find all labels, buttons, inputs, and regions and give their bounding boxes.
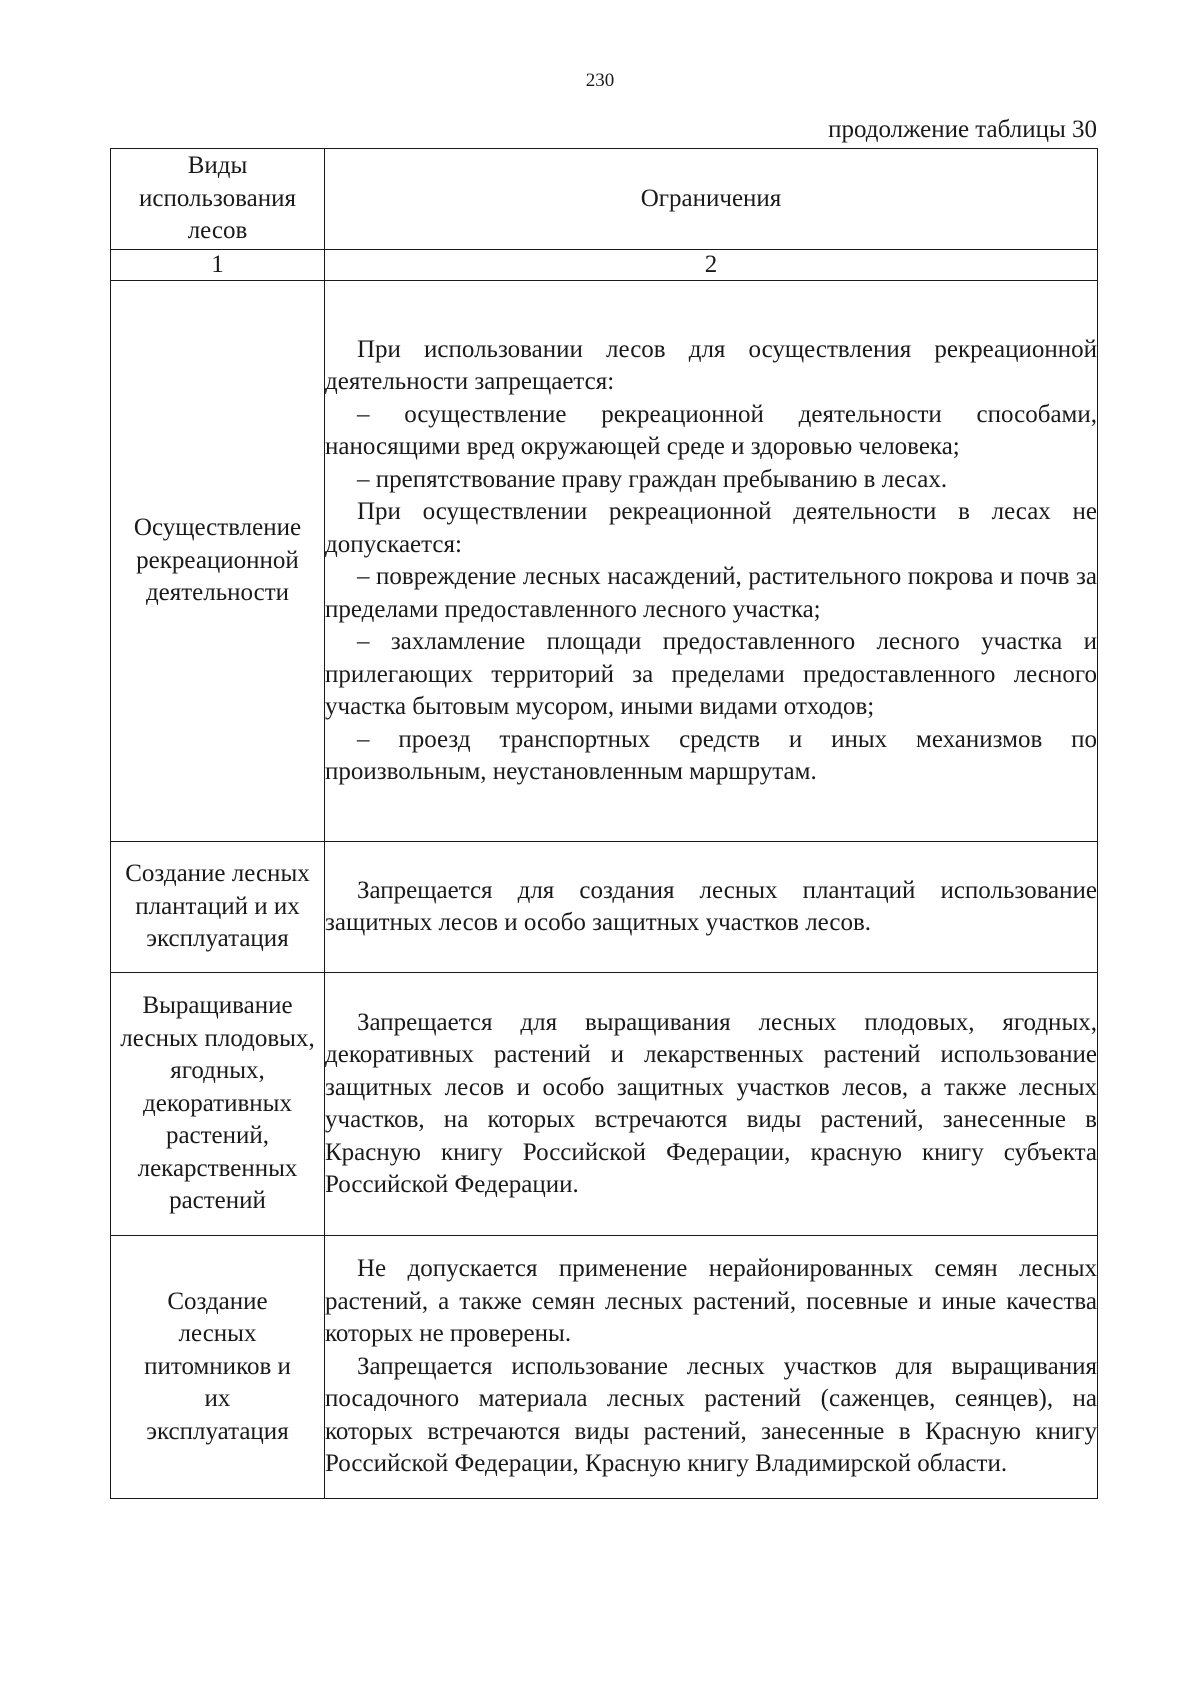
restrictions-cell	[325, 1236, 1098, 1499]
restriction-paragraph: Запрещается для создания лесных плантаций использование защитных лесов и особо защитных участков лесов.	[325, 876, 1097, 936]
restrictions-cell	[325, 842, 1098, 973]
restriction-paragraph: Не допускается применение нерайонированных семян лесных растений, а также семян лесных растений, посевные и иные качества которых не проверены.	[325, 1255, 1097, 1348]
restriction-paragraph: Запрещается для выращивания лесных плодовых, ягодных, декоративных растений и лекарственных растений использование защитных лесов и особо защитных участков лесов, а также лесных участков, на которых встречаются виды растений, занесенные в Красную книгу Российской Федерации, красную книгу субъекта Российской Федерации.	[325, 1008, 1097, 1198]
restriction-paragraph: – проезд транспортных средств и иных механизмов по произвольным, неустановленным маршрутам.	[325, 725, 1097, 785]
restriction-paragraph: При использовании лесов для осуществления рекреационной деятельности запрещается:	[325, 335, 1097, 395]
restriction-paragraph: – препятствование праву граждан пребыванию в лесах.	[357, 465, 948, 493]
header-restrictions: Ограничения	[325, 149, 1098, 250]
forest-use-type: Осуществление рекреационной деятельности	[111, 281, 325, 842]
restriction-paragraph: Запрещается использование лесных участков для выращивания посадочного материала лесных растений (саженцев, сеянцев), на которых встречаются виды растений, занесенные в Красную книгу Российской Федерации, Красную книгу Владимирской области.	[325, 1352, 1097, 1478]
header-forest-use-types: Виды использования лесов	[111, 149, 325, 250]
restriction-paragraph: При осуществлении рекреационной деятельности в лесах не допускается:	[325, 498, 1097, 558]
restrictions-table	[110, 148, 1098, 1499]
forest-use-type: Создание лесных питомников и их эксплуатация	[111, 1236, 325, 1499]
table-row	[111, 281, 1098, 842]
column-number-row	[111, 250, 1098, 281]
table-header-row	[111, 149, 1098, 250]
forest-use-type: Выращивание лесных плодовых, ягодных, декоративных растений, лекарственных растений	[111, 973, 325, 1236]
table-row	[111, 1236, 1098, 1499]
restriction-paragraph: – осуществление рекреационной деятельности способами, наносящими вред окружающей среде и здоровью человека;	[325, 400, 1097, 460]
table-row	[111, 842, 1098, 973]
page-number: 230	[585, 70, 615, 91]
restrictions-cell	[325, 973, 1098, 1236]
table-row	[111, 973, 1098, 1236]
restriction-paragraph: – повреждение лесных насаждений, растительного покрова и почв за пределами предоставленного лесного участка;	[325, 563, 1097, 623]
column-number: 2	[325, 250, 1098, 281]
table-continuation-label: продолжение таблицы 30	[828, 116, 1097, 143]
restrictions-cell	[325, 281, 1098, 842]
forest-use-type: Создание лесных плантаций и их эксплуатация	[111, 842, 325, 973]
column-number: 1	[111, 250, 325, 281]
restriction-paragraph: – захламление площади предоставленного лесного участка и прилегающих территорий за пределами предоставленного лесного участка бытовым мусором, иными видами отходов;	[325, 628, 1097, 720]
